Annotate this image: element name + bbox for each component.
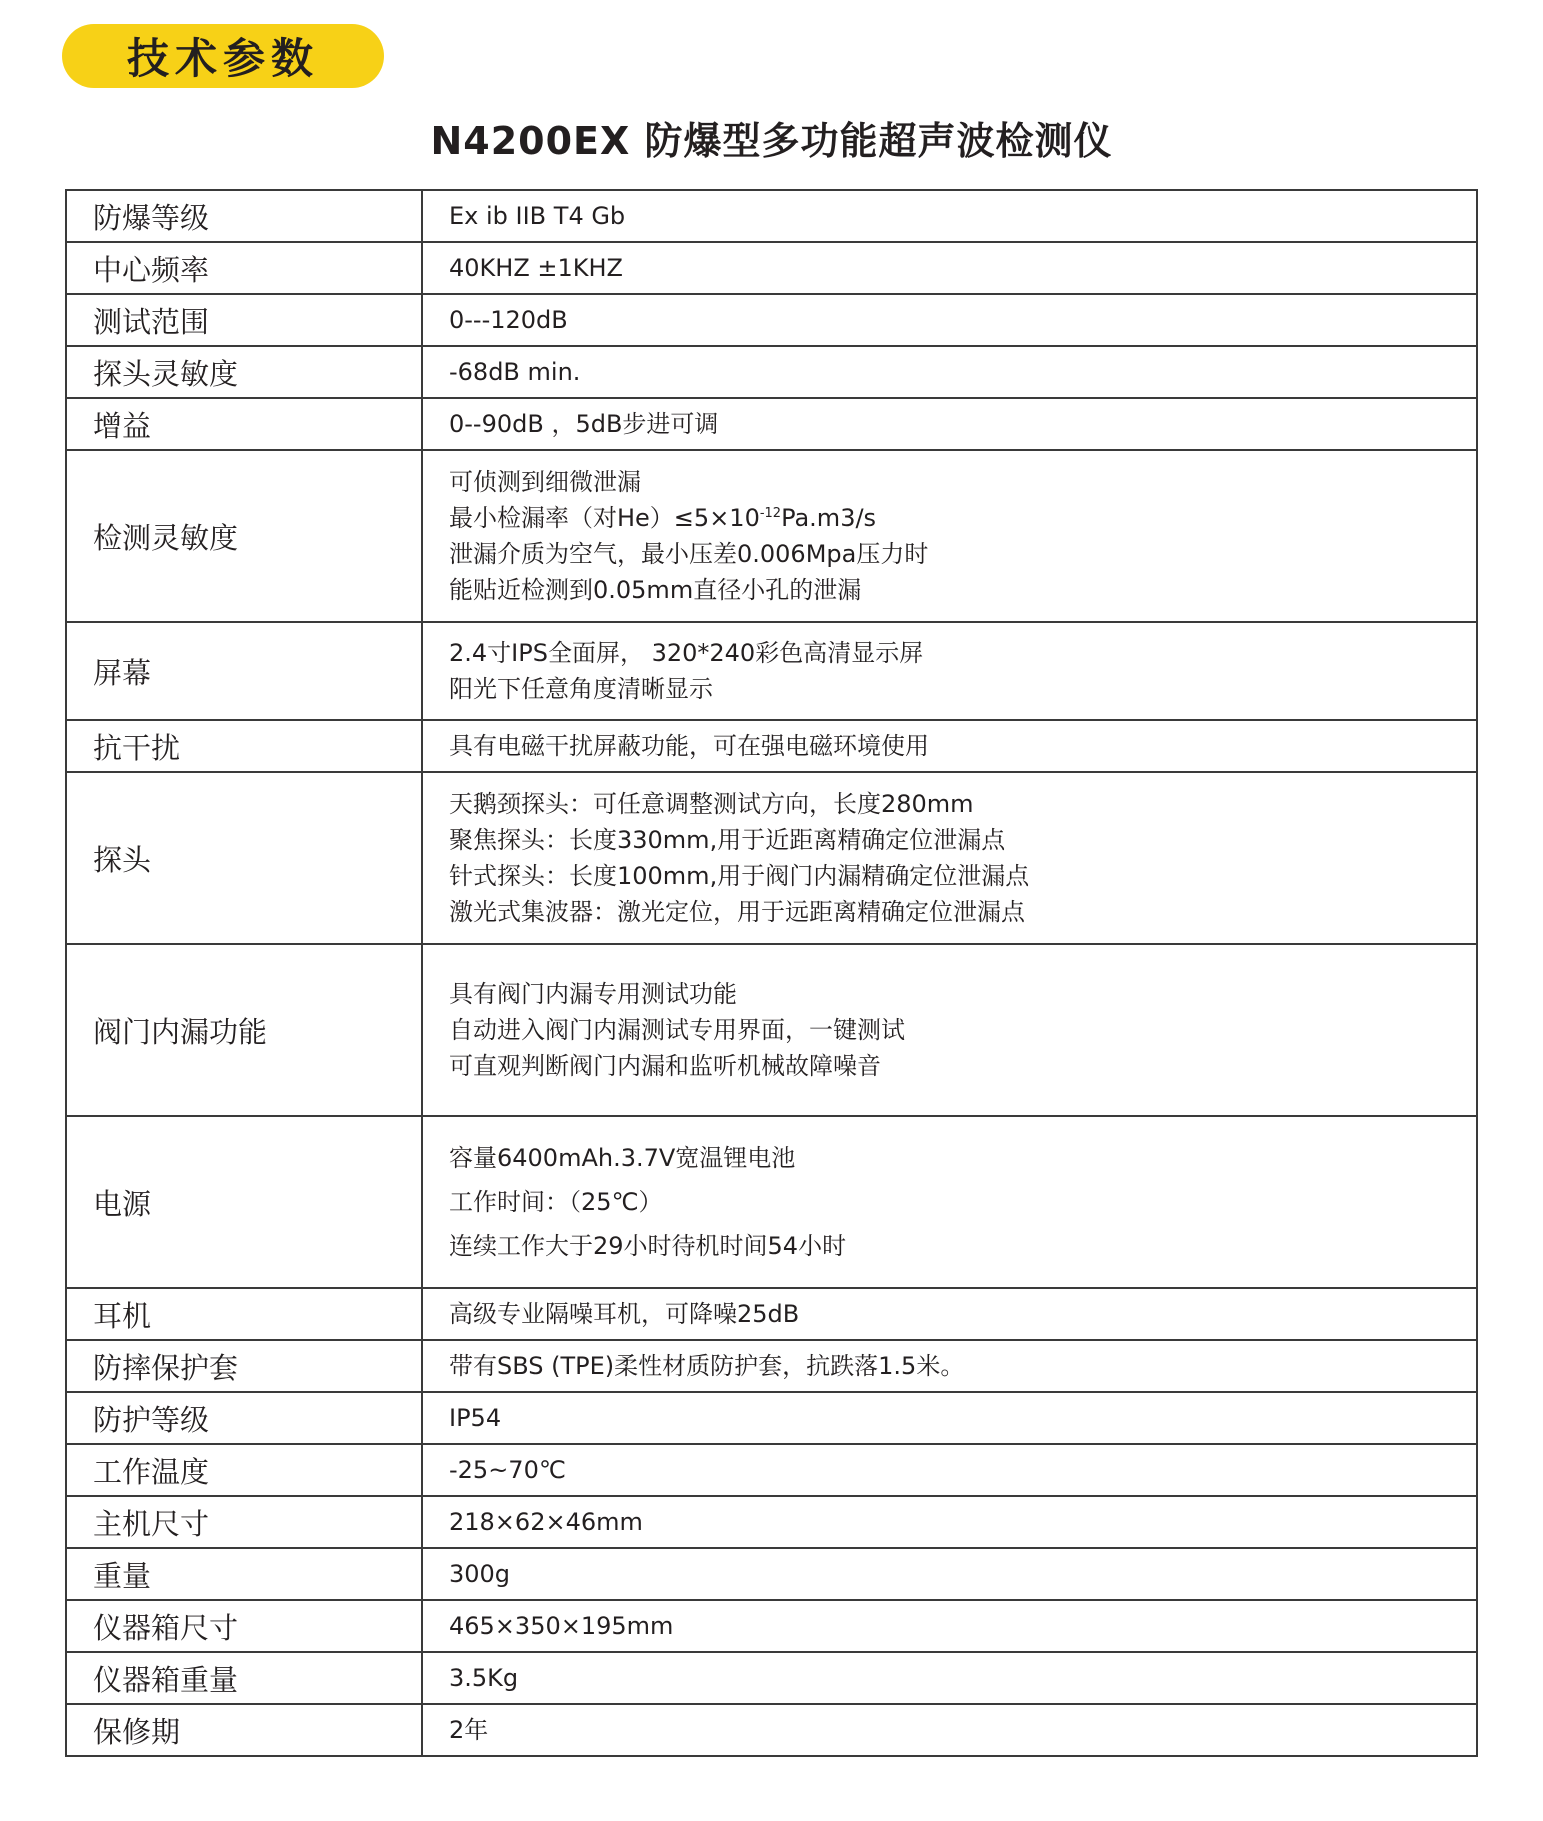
spec-value-line: Ex ib IIB T4 Gb — [449, 202, 626, 230]
spec-value-line: IP54 — [449, 1404, 502, 1432]
spec-value-line: 连续工作大于29小时待机时间54小时 — [449, 1232, 847, 1260]
spec-label: 屏幕 — [66, 622, 422, 720]
spec-label: 耳机 — [66, 1288, 422, 1340]
spec-value-line: 高级专业隔噪耳机，可降噪25dB — [449, 1300, 800, 1328]
spec-value-line: -25~70℃ — [449, 1456, 566, 1484]
spec-value — [422, 294, 1477, 346]
spec-value-line: 能贴近检测到0.05mm直径小孔的泄漏 — [449, 576, 862, 604]
spec-label: 增益 — [66, 398, 422, 450]
spec-label: 防爆等级 — [66, 190, 422, 242]
spec-row — [66, 1652, 1477, 1704]
spec-value — [422, 1340, 1477, 1392]
spec-value-line: 40KHZ ±1KHZ — [449, 254, 623, 282]
spec-value-unit: Pa.m3/s — [781, 504, 877, 532]
spec-label: 防护等级 — [66, 1392, 422, 1444]
spec-value — [422, 450, 1477, 622]
spec-value — [422, 346, 1477, 398]
spec-value-line: 可侦测到细微泄漏 — [449, 468, 641, 496]
spec-label: 抗干扰 — [66, 720, 422, 772]
spec-value-line — [449, 500, 1476, 536]
spec-label: 仪器箱重量 — [66, 1652, 422, 1704]
spec-label: 工作温度 — [66, 1444, 422, 1496]
spec-row — [66, 720, 1477, 772]
spec-row — [66, 1392, 1477, 1444]
spec-value-line: 218×62×46mm — [449, 1508, 643, 1536]
spec-value — [422, 1652, 1477, 1704]
spec-label: 主机尺寸 — [66, 1496, 422, 1548]
spec-value — [422, 720, 1477, 772]
spec-row — [66, 1116, 1477, 1288]
spec-value-line: 465×350×195mm — [449, 1612, 674, 1640]
spec-row — [66, 772, 1477, 944]
spec-table — [65, 189, 1478, 1757]
spec-value — [422, 190, 1477, 242]
spec-value-line: -68dB min. — [449, 358, 581, 386]
spec-value — [422, 398, 1477, 450]
spec-label: 重量 — [66, 1548, 422, 1600]
spec-row — [66, 346, 1477, 398]
spec-label: 电源 — [66, 1116, 422, 1288]
spec-value-line: 聚焦探头：长度330mm,用于近距离精确定位泄漏点 — [449, 826, 1006, 854]
spec-value-line: 激光式集波器：激光定位，用于远距离精确定位泄漏点 — [449, 898, 1025, 926]
spec-label: 仪器箱尺寸 — [66, 1600, 422, 1652]
spec-row — [66, 294, 1477, 346]
spec-value-text: 最小检漏率（对He）≤5×10 — [449, 504, 760, 532]
spec-value-line: 300g — [449, 1560, 511, 1588]
spec-row — [66, 1600, 1477, 1652]
spec-row — [66, 622, 1477, 720]
spec-value-line: 3.5Kg — [449, 1664, 519, 1692]
spec-row — [66, 1548, 1477, 1600]
spec-label: 防摔保护套 — [66, 1340, 422, 1392]
spec-value — [422, 1600, 1477, 1652]
spec-value-line: 工作时间：（25℃） — [449, 1188, 663, 1216]
spec-value-line: 2.4寸IPS全面屏， 320*240彩色高清显示屏 — [449, 639, 924, 667]
spec-row — [66, 190, 1477, 242]
spec-value — [422, 1496, 1477, 1548]
spec-label: 中心频率 — [66, 242, 422, 294]
spec-row — [66, 1340, 1477, 1392]
spec-value-line: 带有SBS (TPE)柔性材质防护套，抗跌落1.5米。 — [449, 1352, 965, 1380]
spec-label: 测试范围 — [66, 294, 422, 346]
spec-value-line: 容量6400mAh.3.7V宽温锂电池 — [449, 1144, 796, 1172]
spec-row — [66, 1444, 1477, 1496]
spec-row — [66, 1496, 1477, 1548]
spec-row — [66, 398, 1477, 450]
spec-value — [422, 1392, 1477, 1444]
spec-value-line: 天鹅颈探头：可任意调整测试方向，长度280mm — [449, 790, 974, 818]
spec-value-line: 具有电磁干扰屏蔽功能，可在强电磁环境使用 — [449, 732, 929, 760]
spec-value-line: 可直观判断阀门内漏和监听机械故障噪音 — [449, 1052, 881, 1080]
spec-row — [66, 1704, 1477, 1756]
spec-value — [422, 1548, 1477, 1600]
spec-label: 探头 — [66, 772, 422, 944]
spec-value-line: 具有阀门内漏专用测试功能 — [449, 980, 737, 1008]
spec-label: 阀门内漏功能 — [66, 944, 422, 1116]
spec-value — [422, 1704, 1477, 1756]
spec-value — [422, 944, 1477, 1116]
spec-value-line: 阳光下任意角度清晰显示 — [449, 675, 713, 703]
spec-value-line: 泄漏介质为空气，最小压差0.006Mpa压力时 — [449, 540, 929, 568]
section-badge — [62, 24, 384, 88]
document-title: N4200EX 防爆型多功能超声波检测仪 — [430, 119, 1113, 163]
spec-value — [422, 772, 1477, 944]
spec-label: 检测灵敏度 — [66, 450, 422, 622]
spec-row — [66, 944, 1477, 1116]
spec-value-line: 2年 — [449, 1716, 489, 1744]
spec-value-line: 自动进入阀门内漏测试专用界面，一键测试 — [449, 1016, 905, 1044]
spec-label: 保修期 — [66, 1704, 422, 1756]
spec-label: 探头灵敏度 — [66, 346, 422, 398]
spec-value — [422, 242, 1477, 294]
spec-row — [66, 450, 1477, 622]
spec-value — [422, 622, 1477, 720]
spec-row — [66, 1288, 1477, 1340]
exponent: -12 — [759, 506, 782, 521]
spec-value-line: 0--90dB ，5dB步进可调 — [449, 410, 719, 438]
spec-value-line: 针式探头：长度100mm,用于阀门内漏精确定位泄漏点 — [449, 862, 1030, 890]
spec-value — [422, 1444, 1477, 1496]
spec-row — [66, 242, 1477, 294]
section-badge-text: 技术参数 — [126, 34, 319, 83]
spec-value — [422, 1116, 1477, 1288]
spec-value-line: 0---120dB — [449, 306, 568, 334]
spec-table-body — [66, 190, 1477, 1756]
spec-value — [422, 1288, 1477, 1340]
